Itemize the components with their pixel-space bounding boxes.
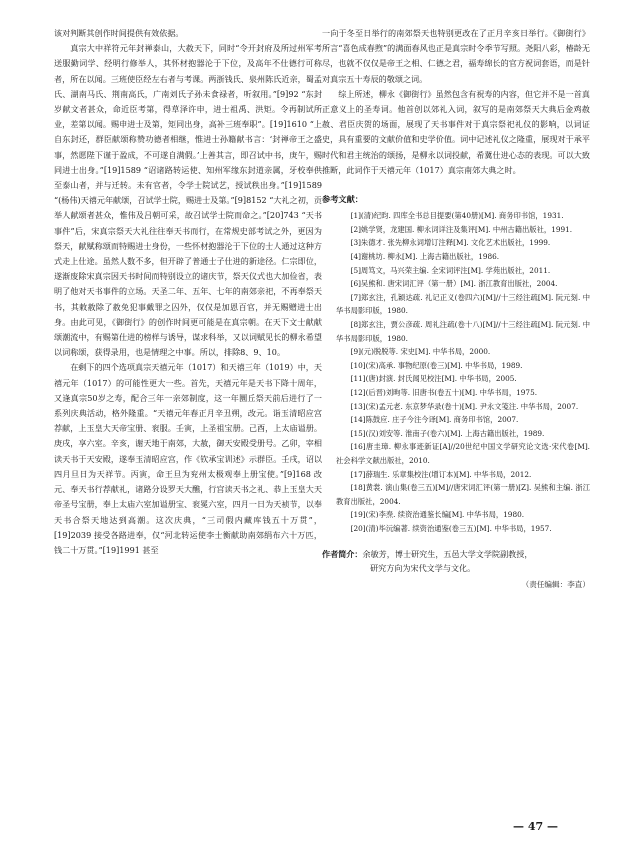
reference-item: [4]谢桃坊. 柳永[M]. 上海古籍出版社，1986. xyxy=(350,252,500,262)
references-title: 参考文献： xyxy=(322,194,363,205)
author-text-line-1: 余敏芳，博士研究生，五邑大学文学院副教授， xyxy=(362,549,533,560)
reference-item: [20](清)毕沅编著. 续资治通鉴(卷三五)[M]. 中华书局，1957. xyxy=(350,523,552,533)
reference-item: [6]吴熊和. 唐宋词汇评（第一册）[M]. 浙江教育出版社，2004. xyxy=(350,279,558,289)
body-paragraph: 真宗大中祥符元年封禅泰山，大赦天下，同时“令开封府及所过州军考送服勤词学、经明行修举人，其怀材抱器沦于下位，及高年不仕德行可称者，所在以闻。三班使臣经左右者与考课。两浙钱氏、泉州陈氏近亲，蜀孟氏、湖南马氏、荆南高氏，广南刘氏子孙未食禄者，听叙用。”[9]92 “东封岁献文者甚众，命近臣考第，得草泽许申，进士祖禹、洪矩。令再制试所业，差第以闻。赐申进士及第，矩同出身，高补三班奉职”。[19]1610 “上自东封还，群臣献颂称赞功德者相继，惟进士孙籍献书言：‘封禅帝王之盛事，然愿陛下谨于盈成，不可遂自满假。’上善其言，即召试中书，庚午，赐同进士出身。”[19]1589 “诏诸路转运使、知州军缘东封道亲属，牙校奉供至泰山者，并与迁转。未有官者，令学士院试艺，授试秩出身。”[19]1589 “(杨伟)天禧元年献颂，召试学士院，赐进士及第。”[9]8152 “大礼之初，贡举人献颂者甚众，惟伟及吕朝可采，故召试学士院而命之。”[20]743 “天书事件”后，宋真宗祭天大礼往往奉天书而行，在常规史部考试之外，更因为祭天，献赋称颂而特赐进士身份，一些怀材抱器沦于下位的士人通过这种方式走上仕途。虽然人数不多，但开辟了普通士子仕进的新途径。仁宗即位，遂渐废除宋真宗因天书时间而特别设立的诸庆节，祭天仪式也大加俭省，表明了他对天书事件的立场。天圣二年、五年、七年的南郊亲祀，不再奉祭天书，其敕赦除了赦免犯事戴罪之囚外，仅仅是加恩百官，并无赐赠进士出身。由此可见，《御街行》的创作时间更可能是在真宗朝。在天下文士献献颂潮流中，有赐第仕进的榜样与诱导，谋求科举，又以词赋见长的柳永希望以词称颂，获得录用，也是情理之中事。所以，排除8、9、10。 xyxy=(54,43,322,358)
reference-item: [7]郑玄注，孔颖达疏. 礼记正义(卷四六)[M]//十三经注疏[M]. 阮元刻. 中华书局影印版，1980. xyxy=(336,292,590,316)
reference-item: [1](清)纪昀. 四库全书总目提要(第40册)[M]. 商务印书馆，1931. xyxy=(350,211,564,221)
references-list xyxy=(322,209,590,535)
body-paragraph: 该对判断其创作时间提供有效依据。 xyxy=(54,28,184,38)
reference-item: [11](唐)封演. 封氏闻见校注[M]. 中华书局，2005. xyxy=(350,374,517,384)
author-text-line-2: 研究方向为宋代文学与文化。 xyxy=(370,563,476,574)
author-bio xyxy=(322,547,590,575)
reference-item: [9](元)脱脱等. 宋史[M]. 中华书局，2000. xyxy=(350,347,491,357)
left-column xyxy=(54,26,322,558)
reference-item: [17]薛瑞生. 乐章集校注(增订本)[M]. 中华书局，2012. xyxy=(350,469,532,479)
body-paragraph: 一向于冬至日举行的南郊祭天也特别更改在了正月辛亥日举行。《御街行》所言“喜色成春煦”的满面春风也正是真宗时令季节写照。尧阳八彩，椿龄无尽，也就不仅仅是帝王之相、仁德之君，福寿绵长的官方祝词套语，而是针对真宗五十寿辰的敬颂之词。 xyxy=(322,28,590,84)
reference-item: [13](宋)孟元老. 东京梦华录(卷十)[M]. 尹永文笺注. 中华书局，2007. xyxy=(350,401,579,411)
reference-item: [18]黄裳. 演山集(卷三五)[M]//唐宋词汇评(第一册)[Z]. 吴熊和主编. 浙江教育出版社，2004. xyxy=(336,483,590,506)
body-paragraph: 综上所述，柳永《御街行》虽然包含有祝寿的内容，但它并不是一首真正意义上的圣寿词。他首创以郊礼入词，叙写的是南郊祭天大典后金鸡赦赦、君臣庆贺的场面，展现了天书事件对于真宗祭祀礼仪的影响，以词证史，具有重要的文献价值和史学价值。词中记述礼仪之隆重，展现对于承平时代和君主统治的颂扬，是柳永以词投献，希冀仕进心态的表现。可以大致推断，此词作于天禧元年（1017）真宗南郊大典之时。 xyxy=(322,88,590,175)
reference-item: [8]郑玄注，贾公彦疏. 周礼注疏(卷十八)[M]//十三经注疏[M]. 阮元刻. 中华书局影印版，1980. xyxy=(336,319,590,343)
reference-item: [15](汉)刘安等. 淮南子(卷六)[M]. 上海古籍出版社，1989. xyxy=(350,428,545,438)
reference-item: [12](后晋)刘昫等. 旧唐书(卷五十)[M]. 中华书局，1975. xyxy=(350,387,538,397)
responsible-editor: （责任编辑：李直） xyxy=(521,580,590,590)
reference-item: [14]陈鼓应. 庄子今注今译[M]. 商务印书馆，2007. xyxy=(350,415,519,425)
reference-item: [3]朱德才. 张先柳永词增订注释[M]. 文化艺术出版社，1999. xyxy=(350,238,551,248)
reference-item: [2]姚学贤，龙建国. 柳永词详注及集评[M]. 中州古籍出版社，1991. xyxy=(350,224,573,234)
reference-item: [10](宋)高承. 事物纪原(卷三)[M]. 中华书局，1989. xyxy=(350,360,523,370)
reference-item: [19](宋)李焘. 续资治通鉴长编[M]. 中华书局，1980. xyxy=(350,510,525,520)
right-column xyxy=(322,26,590,593)
page-number: — 47 — xyxy=(513,820,558,833)
reference-item: [16]唐圭璋. 柳永事迹新证[A]//20世纪中国文学研究论文选·宋代卷[M]. 社会科学文献出版社，2010. xyxy=(336,442,590,465)
body-paragraph: 在剩下的四个选项真宗天禧元年（1017）和天禧三年（1019）中，天禧元年（1017）的可能性更大一些。首先，天禧元年是天书下降十周年，又逢真宗50岁之寿，配合三年一亲郊制度，这一年圜丘祭天前后进行了一系列庆典活动，格外隆重。“天禧元年春正月辛丑朔，改元。诣玉清昭应宫荐献，上玉皇大天帝宝册、衮服。壬寅，上圣祖宝册。己酉，上太庙谥册。庚戌，享六室。辛亥，谢天地于南郊，大赦，御天安殿受册号。乙卯，宰相读天书于天安殿，遂奉玉清昭应宫，作《钦承宝训述》示群臣。壬戌，诏以四月旦日为天祥节。丙寅，命王旦为兖州太极观奉上册宝使。”[9]168 改元、奉天书行荐献礼，诸路分设罗天大醮，行宫读天书之礼、恭上玉皇大天帝圣号宝册，奉上太庙六室加谥册宝、衮冕六室，四月一日为天祯节，以奉天书合祭天地达到高潮。这次庆典，“三司假内藏库钱五十万贯”，[19]2039 接受各路进奉，仅“河北转运使李士衡献助南郊绢布六十万匹，钱二十万贯。”[19]1991 甚至 xyxy=(54,362,322,555)
reference-item: [5]周笃文，马兴荣主编. 全宋词评注[M]. 学苑出版社，2011. xyxy=(350,265,551,275)
author-label: 作者简介： xyxy=(322,549,363,560)
